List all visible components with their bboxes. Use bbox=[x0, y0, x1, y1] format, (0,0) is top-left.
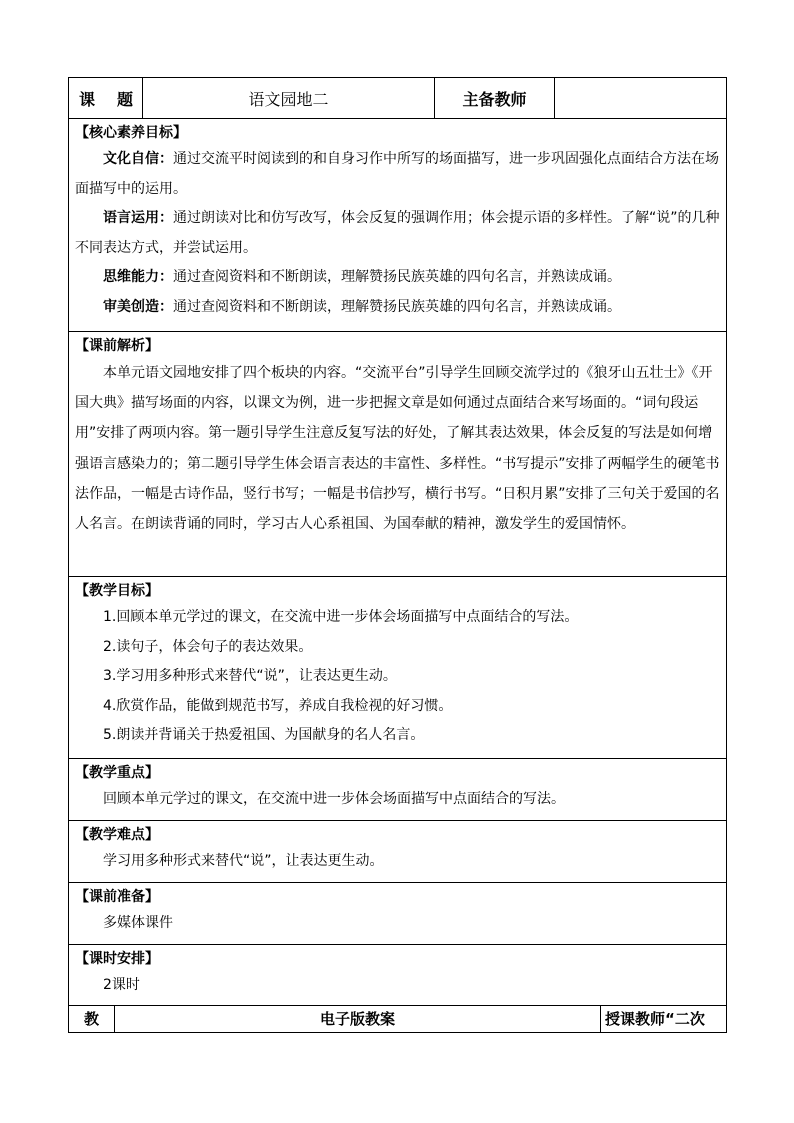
difficulties-title: 【教学难点】 bbox=[75, 827, 159, 843]
objective-item: 4.欣赏作品，能做到规范书写，养成自我检视的好习惯。 bbox=[103, 697, 453, 714]
difficulties-row bbox=[69, 821, 727, 883]
objective-item: 3.学习用多种形式来替代“说”，让表达更生动。 bbox=[103, 668, 397, 684]
footer-table bbox=[68, 1005, 727, 1033]
objective-item: 5.朗读并背诵关于热爱祖国、为国献身的名人名言。 bbox=[103, 727, 425, 743]
difficulties-text: 学习用多种形式来替代“说”，让表达更生动。 bbox=[103, 853, 384, 869]
preparation-row bbox=[69, 883, 727, 945]
preparation-title: 【课前准备】 bbox=[75, 889, 159, 905]
difficulties-cell bbox=[69, 821, 727, 883]
preparation-text: 多媒体课件 bbox=[103, 915, 173, 931]
objectives-cell bbox=[69, 577, 727, 759]
schedule-title: 【课时安排】 bbox=[75, 951, 159, 967]
topic-label-char-2: 题 bbox=[117, 89, 134, 109]
core-goal-item: 文化自信：通过交流平时阅读到的和自身习作中所写的场面描写，进一步巩固强化点面结合方法在场面描写中的运用。 bbox=[75, 151, 719, 197]
core-goal-item: 语言运用：通过朗读对比和仿写改写，体会反复的强调作用；体会提示语的多样性。了解“说”的几种不同表达方式，并尝试运用。 bbox=[75, 210, 720, 256]
objective-item: 2.读句子，体会句子的表达效果。 bbox=[103, 638, 313, 655]
footer-row bbox=[69, 1005, 727, 1032]
core-goal-item: 审美创造：通过查阅资料和不断朗读，理解赞扬民族英雄的四句名言，并熟读成诵。 bbox=[103, 298, 621, 315]
core-goal-item: 思维能力：通过查阅资料和不断朗读，理解赞扬民族英雄的四句名言，并熟读成诵。 bbox=[103, 269, 621, 285]
key-points-row bbox=[69, 759, 727, 821]
teacher-label-cell: 主备教师 bbox=[435, 78, 555, 119]
lesson-plan-table bbox=[68, 77, 727, 1006]
footer-cell-2: 电子版教案 bbox=[115, 1005, 601, 1032]
key-points-text: 回顾本单元学过的课文，在交流中进一步体会场面描写中点面结合的写法。 bbox=[103, 791, 565, 807]
preparation-cell bbox=[69, 883, 727, 945]
core-goals-title: 【核心素养目标】 bbox=[75, 125, 187, 141]
objective-item: 1.回顾本单元学过的课文，在交流中进一步体会场面描写中点面结合的写法。 bbox=[103, 609, 579, 625]
topic-value-cell: 语文园地二 bbox=[143, 78, 435, 119]
objectives-title: 【教学目标】 bbox=[75, 583, 159, 599]
key-points-cell bbox=[69, 759, 727, 821]
analysis-text: 本单元语文园地安排了四个板块的内容。“交流平台”引导学生回顾交流学过的《狼牙山五壮士》《开国大典》描写场面的内容，以课文为例，进一步把握文章是如何通过点面结合来写场面的。“词句段运用”安排了两项内容。第一题引导学生注意反复写法的好处，了解其表达效果，体会反复的写法是如何增强语言感染力的；第二题引导学生体会语言表达的丰富性、多样性。“书写提示”安排了两幅学生的硬笔书法作品，一幅是古诗作品，竖行书写；一幅是书信抄写，横行书写。“日积月累”安排了三句关于爱国的名人名言。在朗读背诵的同时，学习古人心系祖国、为国奉献的精神，激发学生的爱国情怀。 bbox=[75, 365, 720, 533]
analysis-row bbox=[69, 332, 727, 577]
footer-cell-1: 教 bbox=[69, 1005, 115, 1032]
schedule-text: 2课时 bbox=[103, 977, 140, 993]
key-points-title: 【教学重点】 bbox=[75, 765, 159, 781]
core-goals-row bbox=[69, 119, 727, 332]
topic-label-char-1: 课 bbox=[79, 89, 96, 109]
schedule-cell bbox=[69, 945, 727, 1006]
objectives-row bbox=[69, 577, 727, 759]
teacher-value-cell[interactable] bbox=[555, 78, 727, 119]
lesson-plan-sheet bbox=[68, 77, 726, 1033]
analysis-cell bbox=[69, 332, 727, 577]
core-goals-cell bbox=[69, 119, 727, 332]
footer-cell-3: 授课教师“二次 bbox=[601, 1005, 727, 1032]
schedule-row bbox=[69, 945, 727, 1006]
topic-label-cell bbox=[69, 78, 143, 119]
analysis-title: 【课前解析】 bbox=[75, 338, 159, 354]
header-row bbox=[69, 78, 727, 119]
